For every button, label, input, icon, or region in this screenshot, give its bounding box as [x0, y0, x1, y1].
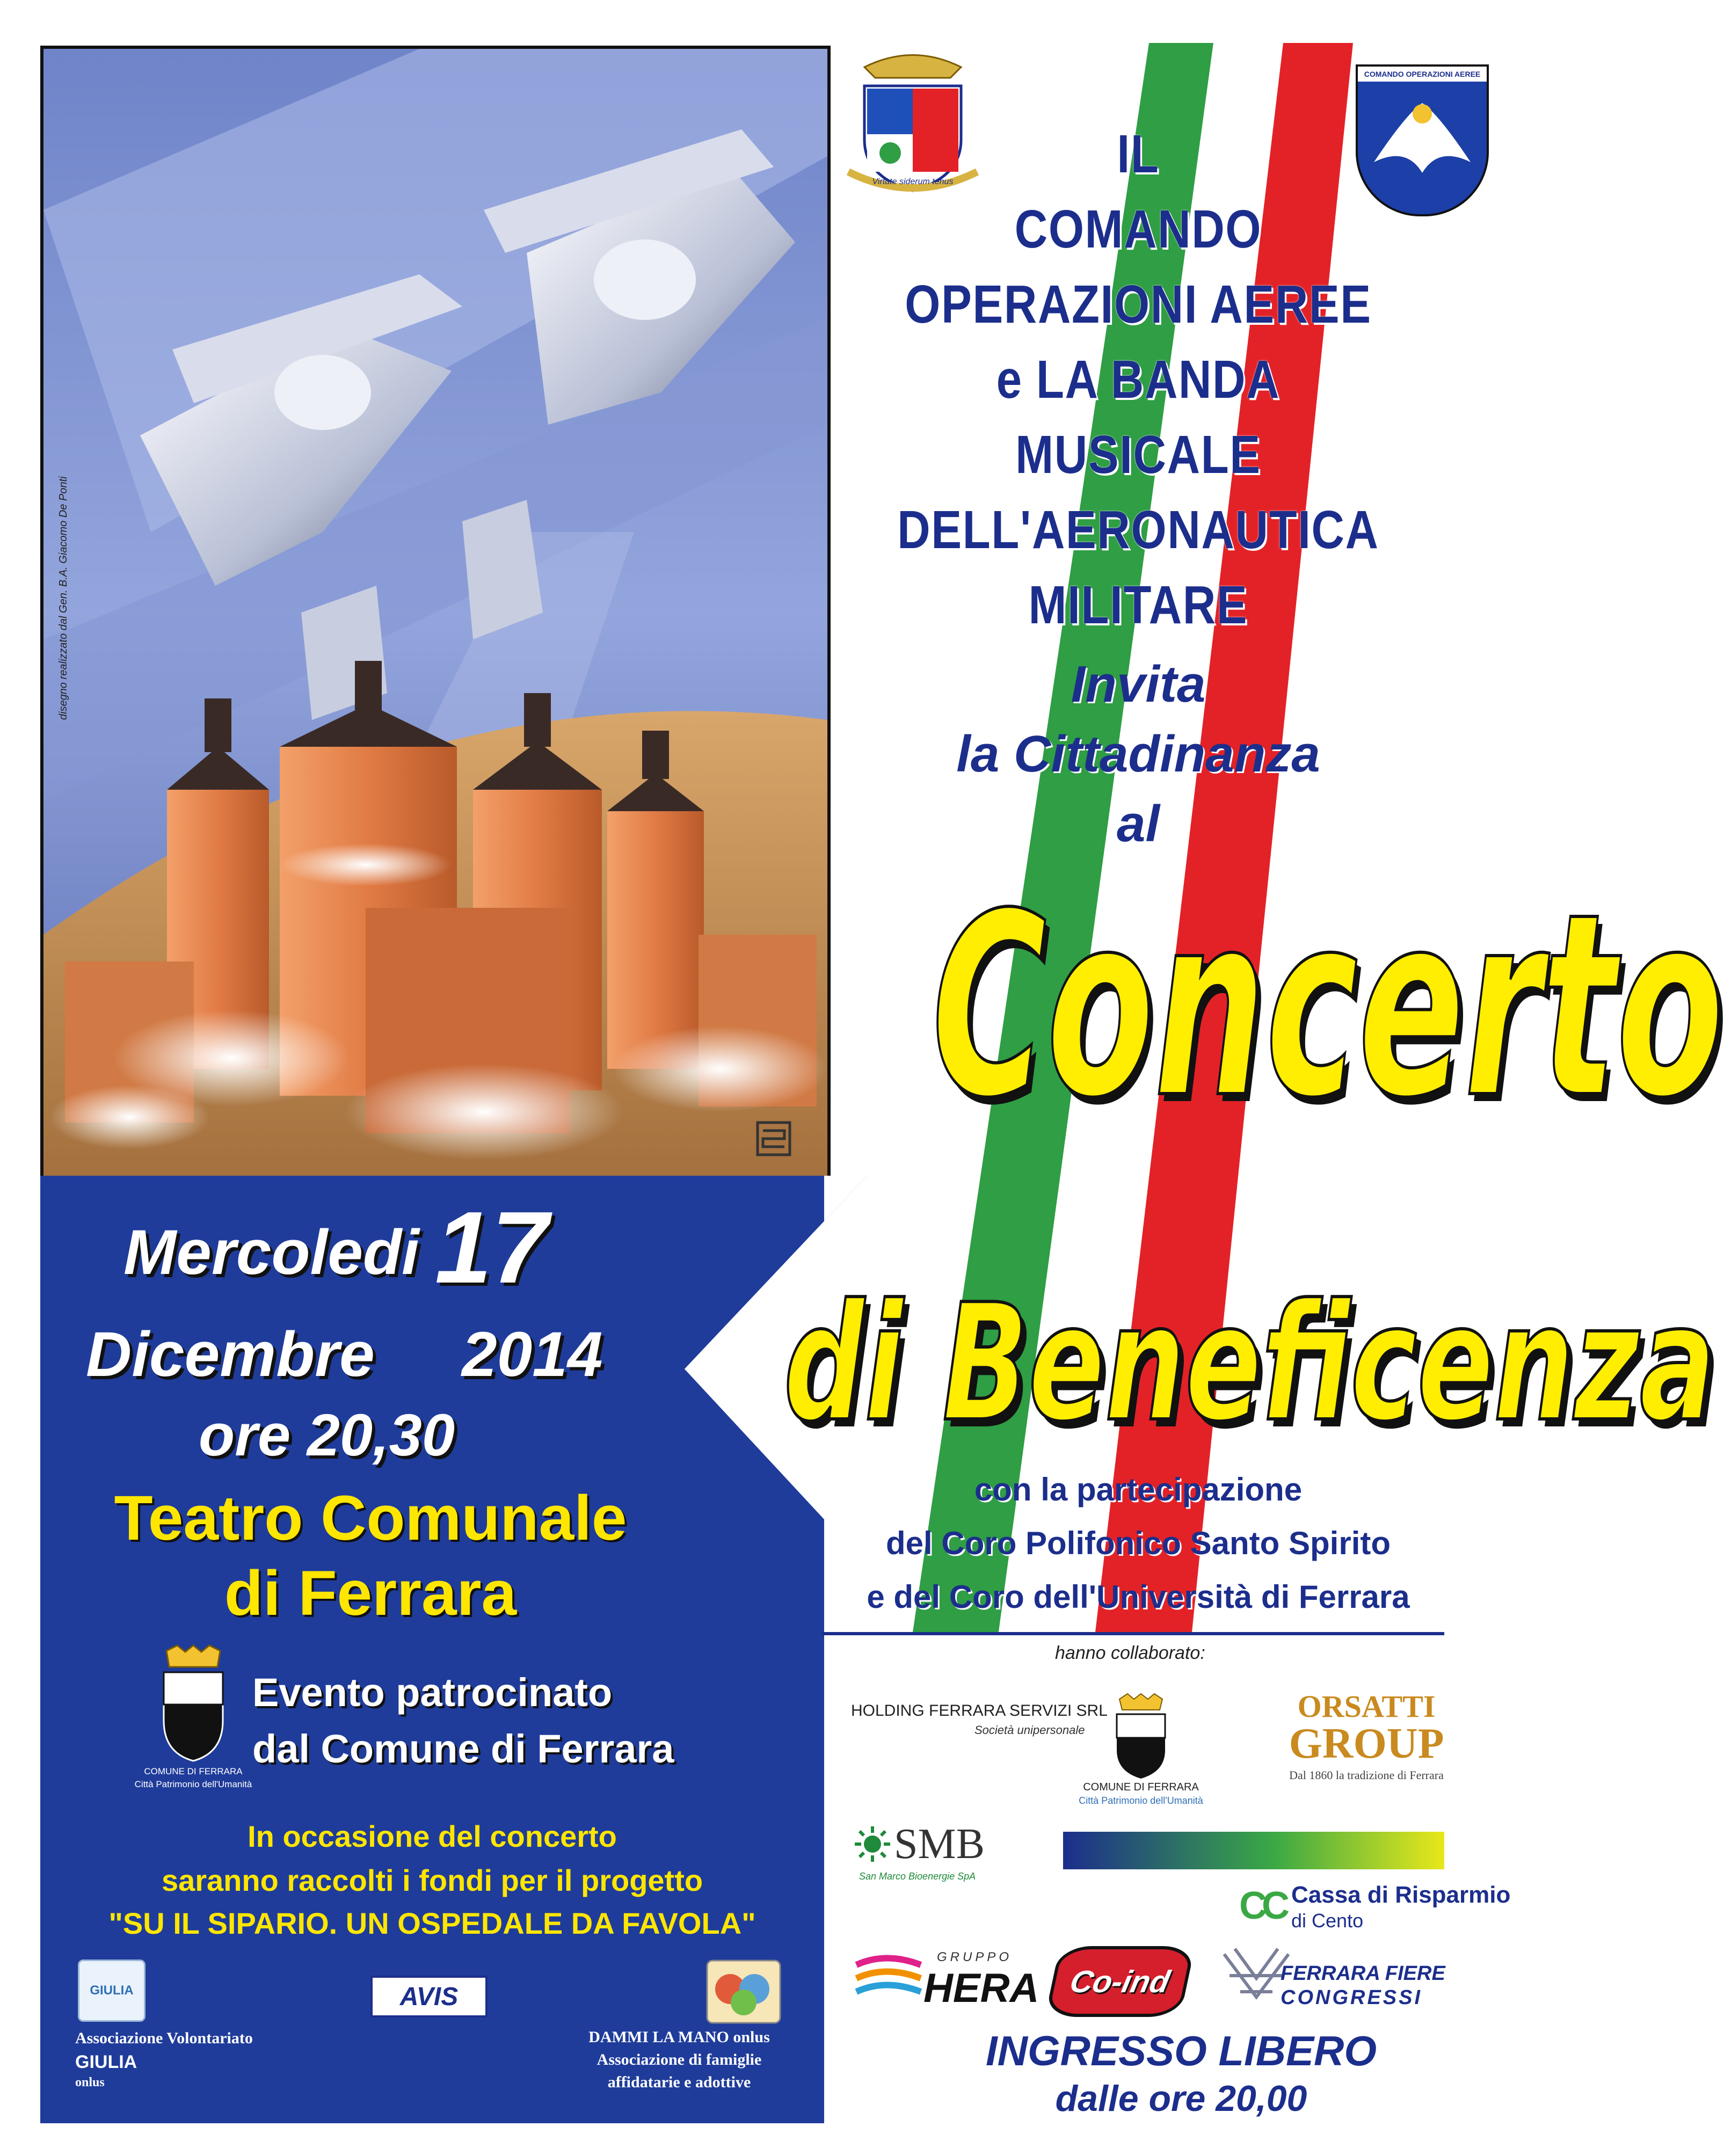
fundraising-line2: saranno raccolti i fondi per il progetto: [161, 1863, 703, 1897]
event-day: 17: [435, 1191, 549, 1305]
coind-name: Co-ind: [1067, 1964, 1173, 1999]
event-year: 2014: [462, 1319, 603, 1390]
cassa-line2: di Cento: [1291, 1910, 1364, 1932]
fiere-line1: FERRARA FIERE: [1281, 1962, 1445, 1985]
invite-line-2: la Cittadinanza: [956, 725, 1320, 783]
holding-crest2: Città Patrimonio dell'Umanità: [1079, 1795, 1203, 1806]
hera-waves-icon: [854, 1949, 923, 2008]
entry-line1: INGRESSO LIBERO: [985, 2027, 1377, 2074]
orsatti-line1: ORSATTI: [1297, 1689, 1436, 1724]
sponsor-divider: [821, 1632, 1444, 1635]
sponsors-heading: hanno collaborato:: [1055, 1643, 1205, 1663]
crest-label1: COMUNE DI FERRARA: [144, 1766, 243, 1776]
fiere-line2: CONGRESSI: [1281, 1986, 1423, 2009]
holding-crest1: COMUNE DI FERRARA: [1083, 1781, 1199, 1793]
venue-line1: Teatro Comunale: [114, 1483, 627, 1554]
holding-line2: Società unipersonale: [974, 1723, 1085, 1737]
patronage-line2: dal Comune di Ferrara: [252, 1727, 674, 1771]
giulia-label2: GIULIA: [75, 2052, 137, 2072]
giulia-label1: Associazione Volontariato: [75, 2029, 253, 2047]
crest-label2: Città Patrimonio dell'Umanità: [134, 1779, 252, 1789]
coind-logo: [1045, 1946, 1195, 2017]
invite-line-1: Invita: [1071, 655, 1206, 713]
dammi-la-mano-logo-icon: [706, 1960, 781, 2024]
event-month: Dicembre: [86, 1319, 375, 1390]
title-line-3: OPERAZIONI AEREE: [905, 274, 1372, 334]
crest-motto: Virtute siderum tenus: [872, 177, 954, 186]
smb-sun-icon: [854, 1825, 891, 1863]
participation-line2: del Coro Polifonico Santo Spirito: [886, 1525, 1391, 1561]
dammi-label1: DAMMI LA MANO onlus: [588, 2028, 770, 2046]
title-line-2: COMANDO: [1014, 199, 1262, 259]
avis-logo: [370, 1976, 488, 2017]
cassa-line1: Cassa di Risparmio: [1291, 1882, 1511, 1908]
cassa-mark-text: CC: [1239, 1884, 1284, 1927]
title-line-7: MILITARE: [1028, 575, 1248, 635]
avis-logo-text: AVIS: [399, 1982, 459, 2011]
dammi-label3: affidatarie e adottive: [607, 2073, 751, 2091]
participation-line1: con la partecipazione: [974, 1472, 1303, 1507]
cassa-gradient-bar: [1063, 1832, 1444, 1869]
holding-line1: HOLDING FERRARA SERVIZI SRL: [851, 1702, 1108, 1720]
giulia-logo-text: GIULIA: [90, 1983, 134, 1998]
concerto-title: Concerto: [932, 860, 1724, 1153]
hera-line2: HERA: [923, 1965, 1039, 2011]
smb-name: SMB: [894, 1820, 985, 1868]
cassa-logo-mark: [1235, 1882, 1289, 1930]
orsatti-line2: GROUP: [1289, 1720, 1444, 1767]
futurist-castle-illustration: [43, 49, 827, 1179]
fundraising-line1: In occasione del concerto: [248, 1819, 617, 1853]
badge-label: COMANDO OPERAZIONI AEREE: [1358, 67, 1487, 82]
participation-line3: e del Coro dell'Università di Ferrara: [867, 1579, 1410, 1615]
patronage-line1: Evento patrocinato: [252, 1670, 613, 1715]
hera-line1: GRUPPO: [937, 1950, 1013, 1964]
artwork-credit: disegno realizzato dal Gen. B.A. Giacomo De Ponti: [57, 476, 69, 720]
fundraising-line3: "SU IL SIPARIO. UN OSPEDALE DA FAVOLA": [108, 1906, 756, 1940]
ferrara-crest-icon: [156, 1645, 231, 1764]
title-line-1: IL: [1117, 124, 1160, 184]
dammi-label2: Associazione di famiglie: [597, 2051, 762, 2068]
event-time: ore 20,30: [199, 1402, 455, 1468]
giulia-label3: onlus: [75, 2075, 105, 2089]
title-line-6: DELL'AERONAUTICA: [897, 500, 1379, 560]
beneficenza-subtitle: di Beneficenza: [784, 1270, 1716, 1457]
title-line-4: e LA BANDA: [996, 349, 1281, 410]
poster-artwork: [40, 46, 831, 1182]
event-weekday: Mercoledi: [123, 1217, 419, 1288]
smb-tagline: San Marco Bioenergie SpA: [859, 1871, 976, 1882]
venue-line2: di Ferrara: [224, 1558, 517, 1629]
entry-line2: dalle ore 20,00: [1055, 2078, 1307, 2119]
orsatti-group-logo: [1278, 1691, 1455, 1782]
holding-crest-icon: [1111, 1694, 1170, 1780]
orsatti-tagline: Dal 1860 la tradizione di Ferrara: [1289, 1768, 1444, 1782]
giulia-logo: [78, 1960, 146, 2022]
title-line-5: MUSICALE: [1015, 425, 1261, 485]
invite-line-3: al: [1116, 795, 1160, 853]
